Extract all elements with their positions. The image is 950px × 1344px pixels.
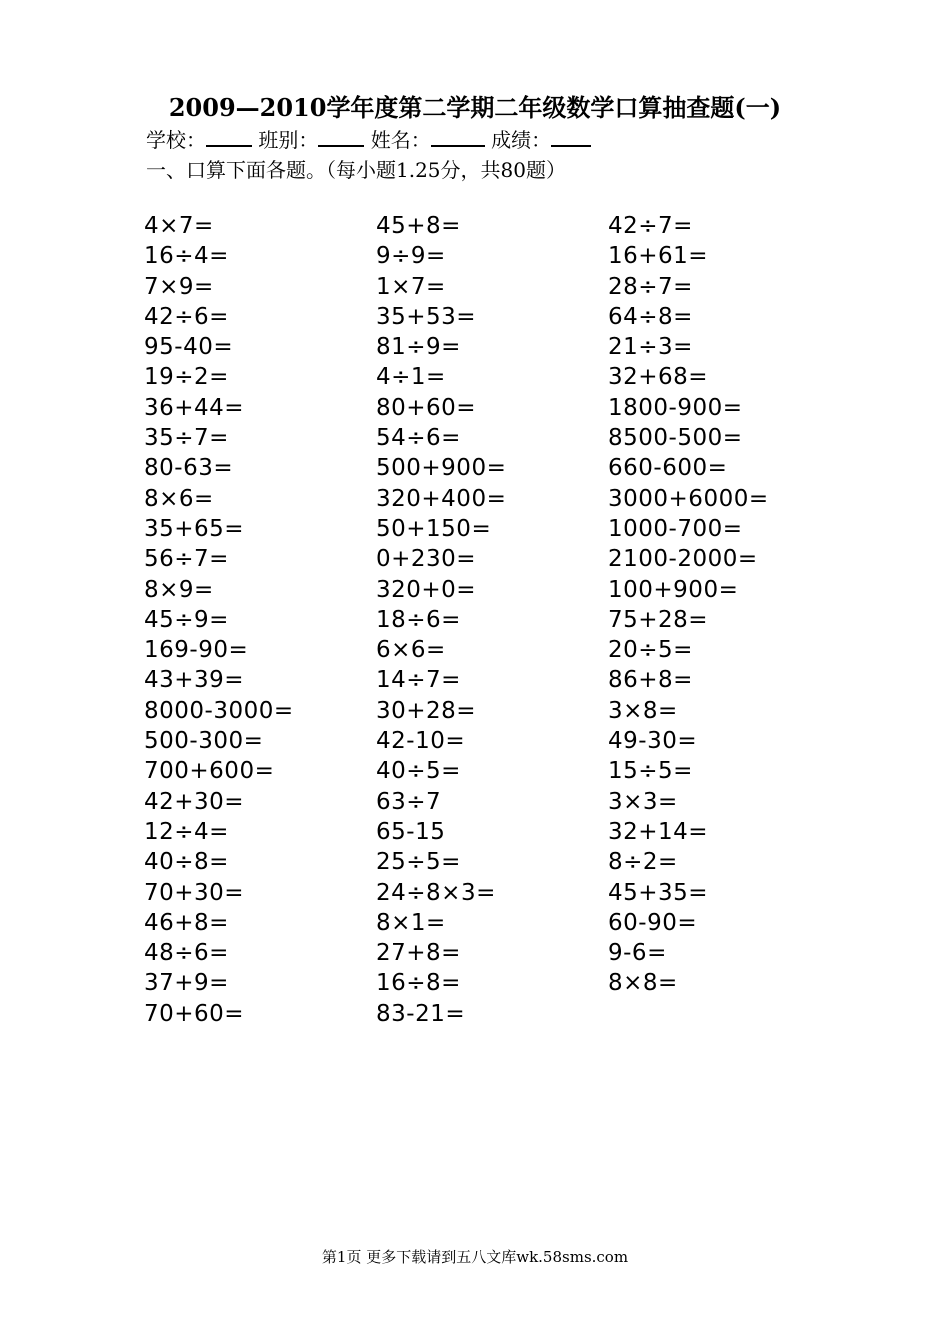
instruction: 一、口算下面各题。（每小题1.25分，共80题） [146,158,566,182]
math-problem: 45+35= [608,879,709,906]
math-problem: 1000-700= [608,515,743,542]
math-problem: 86+8= [608,667,693,694]
math-problem: 95-40= [144,334,234,361]
math-problem: 65-15 [376,818,446,845]
math-problem: 36+44= [144,394,245,421]
name-blank [431,127,485,147]
school-blank [206,127,252,147]
problem-column-1 [144,211,294,1029]
math-problem: 8×1= [376,909,446,936]
math-problem: 45÷9= [144,606,229,633]
math-problem: 42+30= [144,788,245,815]
math-problem: 320+400= [376,485,507,512]
math-problem: 28÷7= [608,273,693,300]
student-info-line [146,124,591,153]
math-problem: 42-10= [376,728,466,755]
school-label: 学校： [146,128,206,152]
math-problem: 21÷3= [608,334,693,361]
math-problem: 19÷2= [144,364,229,391]
score-label: 成绩： [491,128,552,152]
math-problem: 12÷4= [144,818,229,845]
class-blank [318,127,364,147]
math-problem: 7×9= [144,273,214,300]
math-problem: 1×7= [376,273,446,300]
math-problem: 24÷8×3= [376,879,496,906]
math-problem: 8×9= [144,576,214,603]
problem-column-2 [376,211,506,1029]
math-problem: 6×6= [376,637,446,664]
math-problem: 40÷8= [144,849,229,876]
math-problem: 16÷8= [376,970,461,997]
math-problem: 4×7= [144,213,214,239]
math-problem: 56÷7= [144,546,229,573]
math-problem: 42÷7= [608,213,693,239]
math-problem: 660-600= [608,455,728,482]
math-problem: 49-30= [608,728,698,755]
math-problem: 4÷1= [376,364,446,391]
math-problem: 30+28= [376,697,477,724]
math-problem: 2100-2000= [608,546,758,573]
math-problem: 8500-500= [608,425,743,452]
math-problem: 75+28= [608,606,709,633]
math-problem: 32+68= [608,364,709,391]
math-problem: 9-6= [608,940,667,967]
math-problem: 42÷6= [144,303,229,330]
math-problem: 80+60= [376,394,477,421]
math-problem: 18÷6= [376,606,461,633]
math-problem: 15÷5= [608,758,693,785]
math-problem: 64÷8= [608,303,693,330]
math-problem: 500+900= [376,455,507,482]
math-problem: 16+61= [608,243,709,270]
math-problem: 70+30= [144,879,245,906]
math-problem: 48÷6= [144,940,229,967]
math-problem: 83-21= [376,1000,466,1027]
math-problem: 16÷4= [144,243,229,270]
page-title: 2009—2010学年度第二学期二年级数学口算抽查题(一) [168,93,782,122]
math-problem: 8×6= [144,485,214,512]
math-problem: 60-90= [608,909,698,936]
math-problem: 35+65= [144,515,245,542]
math-problem: 43+39= [144,667,245,694]
name-label: 姓名： [370,128,431,152]
score-blank [551,127,591,147]
math-problem: 8000-3000= [144,697,294,724]
math-problem: 54÷6= [376,425,461,452]
math-problem: 80-63= [144,455,234,482]
math-problem: 81÷9= [376,334,461,361]
math-problem: 0+230= [376,546,477,573]
math-problem: 46+8= [144,909,229,936]
math-problem: 1800-900= [608,394,743,421]
page-footer: 第1页 更多下载请到五八文库wk.58sms.com [321,1248,629,1266]
math-problem: 700+600= [144,758,275,785]
math-problem: 35+53= [376,303,477,330]
math-problem: 32+14= [608,818,709,845]
math-problem: 3×8= [608,697,678,724]
math-problem: 100+900= [608,576,739,603]
math-problem: 8÷2= [608,849,678,876]
math-problem: 63÷7 [376,788,442,815]
math-problem: 3000+6000= [608,485,769,512]
math-problem: 27+8= [376,940,461,967]
math-problem: 25÷5= [376,849,461,876]
math-problem: 169-90= [144,637,249,664]
math-problem: 35÷7= [144,425,229,452]
math-problem: 70+60= [144,1000,245,1027]
math-problem: 45+8= [376,213,461,239]
math-problem: 3×3= [608,788,678,815]
math-problem: 20÷5= [608,637,693,664]
math-problem: 8×8= [608,970,678,997]
math-problem: 50+150= [376,515,492,542]
math-problem: 9÷9= [376,243,446,270]
math-problem: 37+9= [144,970,229,997]
math-problem: 320+0= [376,576,477,603]
class-label: 班别： [258,128,319,152]
math-problem: 500-300= [144,728,264,755]
math-problem: 40÷5= [376,758,461,785]
math-problem: 14÷7= [376,667,461,694]
problem-column-3 [608,211,769,999]
